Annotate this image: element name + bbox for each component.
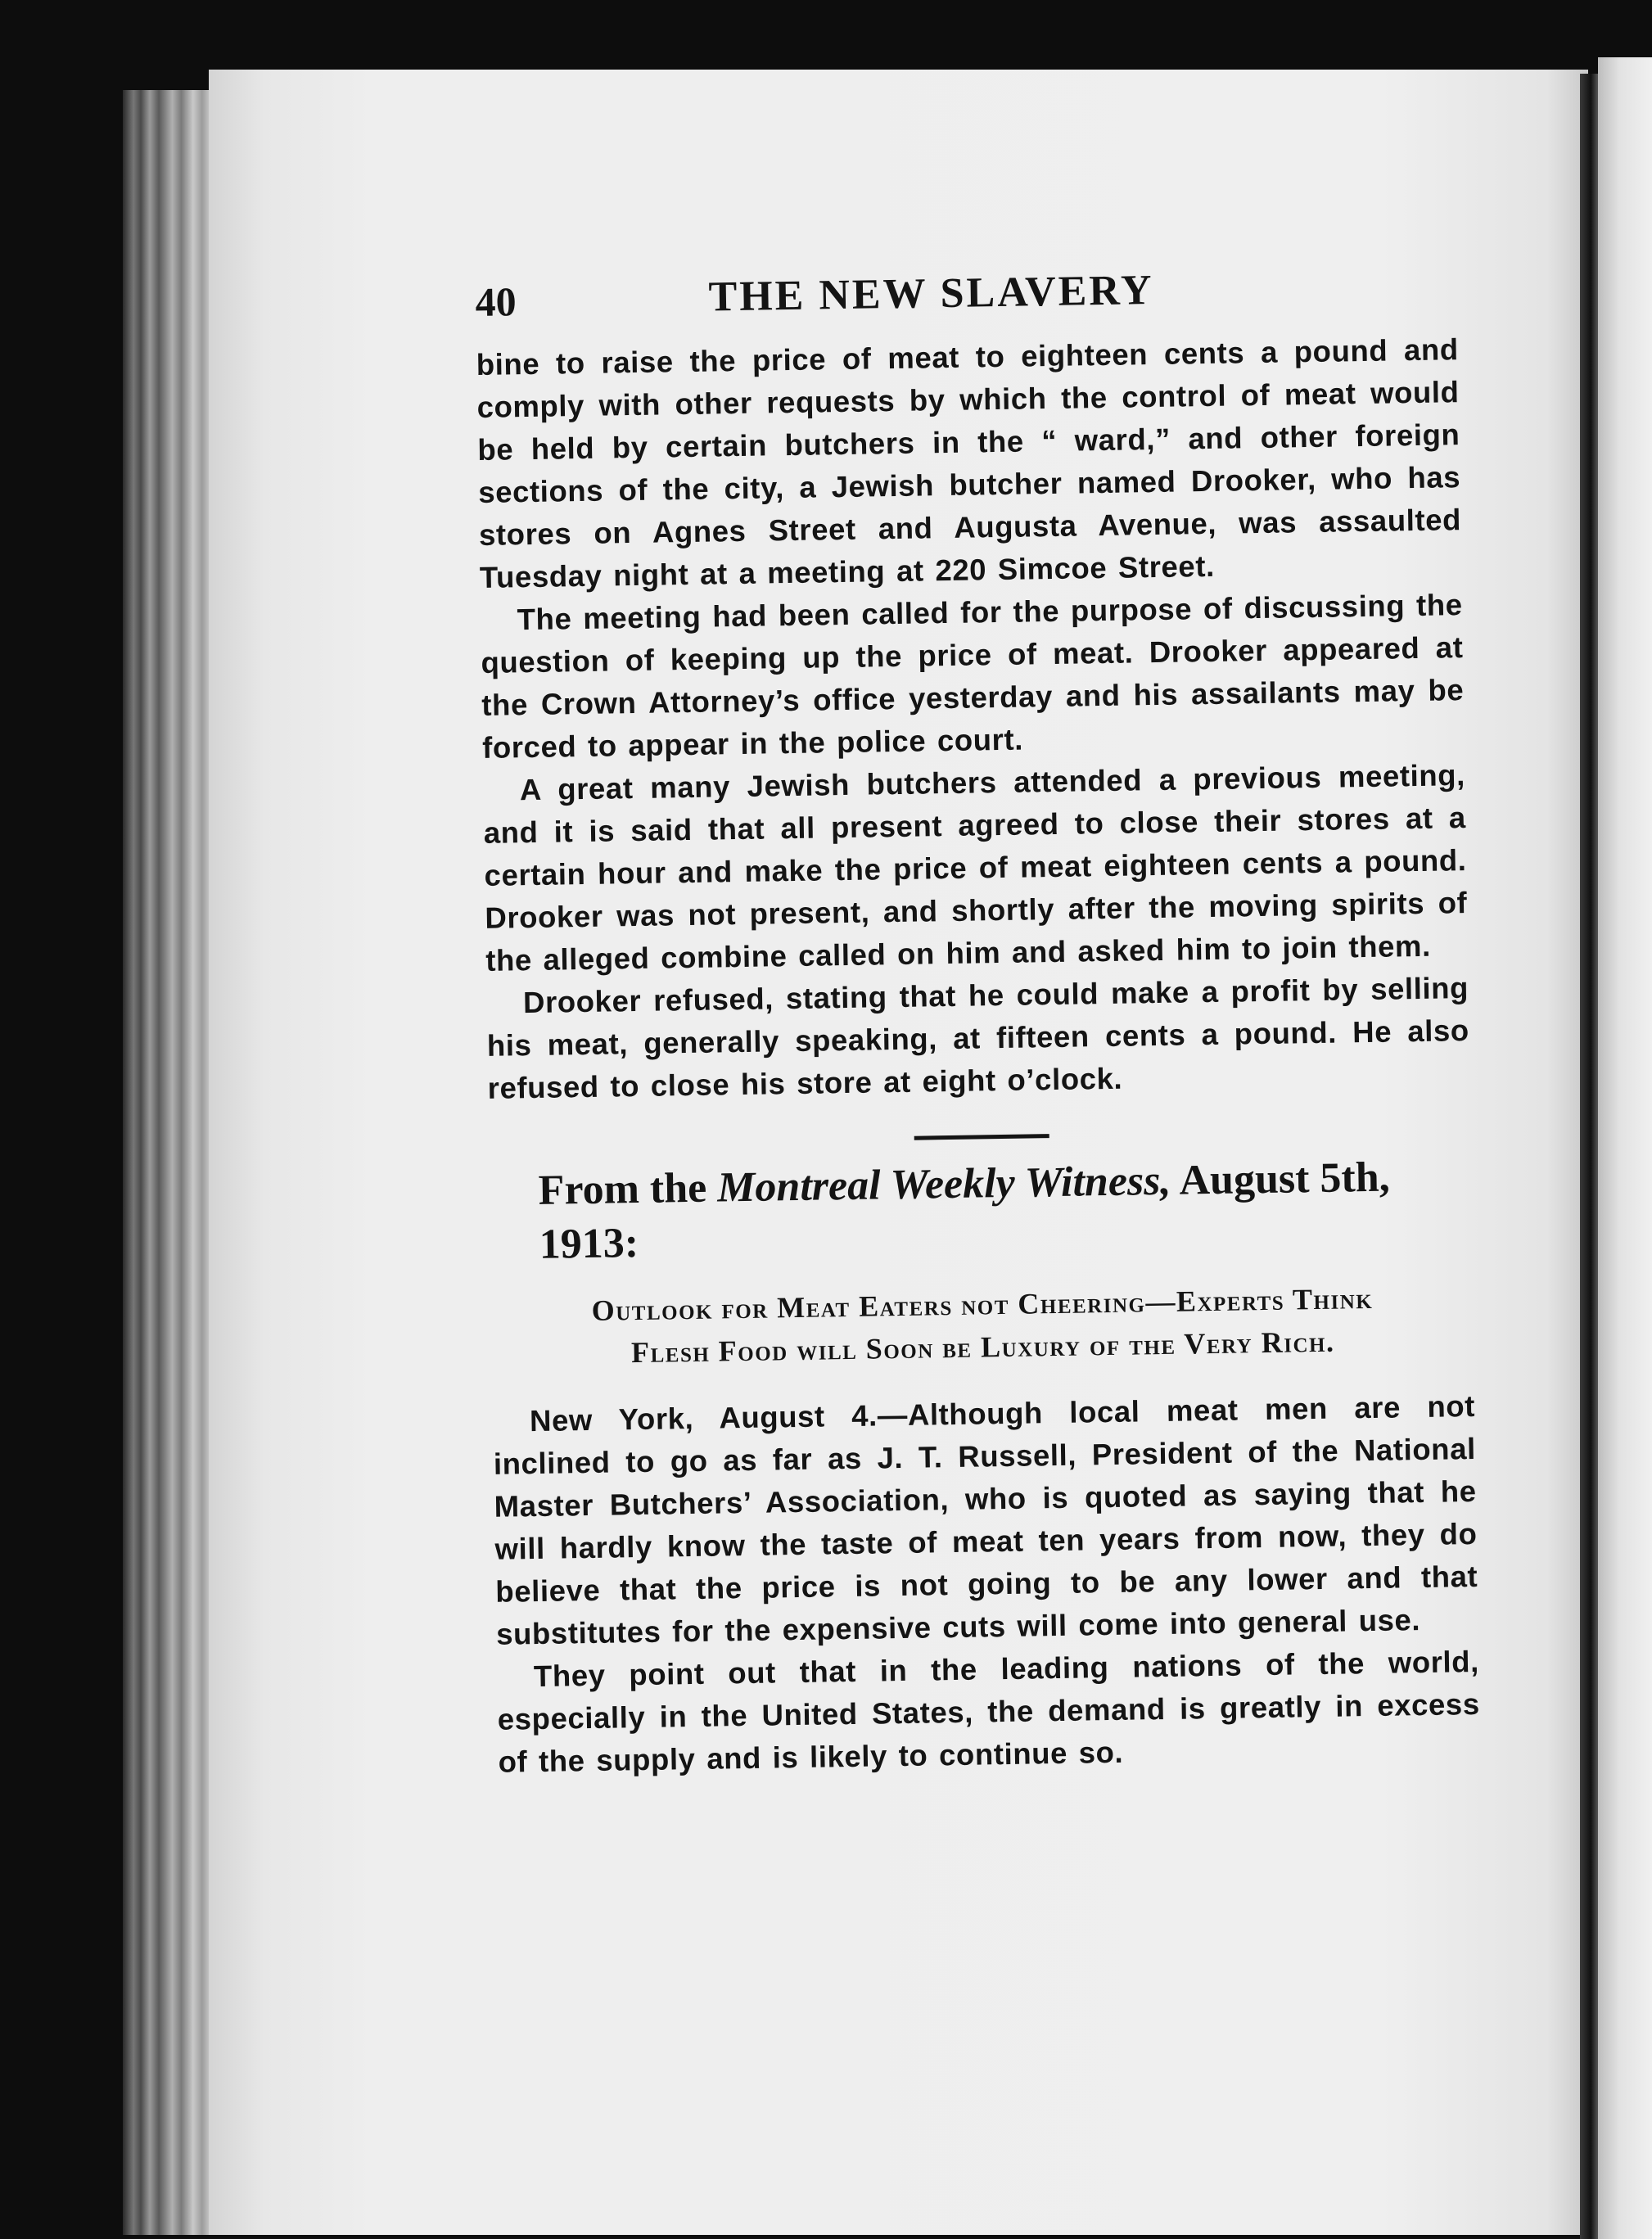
headline-line: Outlook for Meat Eaters not Cheering—Experts Think — [591, 1281, 1374, 1327]
facing-page-edge — [1598, 57, 1652, 2239]
body-paragraph: The meeting had been called for the purpose of discussing the question of keeping up the price of meat. Drooker appeared at the Crown Attorney’s office yesterday and his assailants may be forced to appear in the police court. — [481, 588, 1465, 765]
section-divider — [914, 1134, 1049, 1140]
page-gutter-shadow — [1580, 74, 1598, 2239]
page-number: 40 — [475, 278, 517, 325]
article-paragraph: They point out that in the leading nations of the world, especially in the United States, the demand is greatly in excess of the supply and is likely to continue so. — [497, 1644, 1480, 1779]
article-headline — [491, 1275, 1474, 1376]
source-publication: Montreal Weekly Witness, — [716, 1157, 1171, 1212]
page-header — [475, 255, 1458, 344]
headline-line: Flesh Food will Soon be Luxury of the Very Rich. — [630, 1325, 1335, 1370]
source-prefix: From the — [538, 1164, 707, 1214]
body-paragraph: bine to raise the price of meat to eighteen cents a pound and comply with other requests by which the control of meat would be held by certain butchers in the “ ward,” and other foreign sections of the city, a Jewish butcher named Drooker, who has stores on Agnes Street and Augusta Avenue, was assaulted Tuesday night at a meeting at 220 Simcoe Street. — [476, 332, 1462, 594]
running-title: THE NEW SLAVERY — [708, 266, 1155, 321]
article-paragraph: New York, August 4.—Although local meat men are not inclined to go as far as J. T. Russell, President of the National Master Butchers’ Association, who is quoted as saying that he will hardly know the taste of meat ten years from now, they do believe that the price is not going to be any lower and that substitutes for the expensive cuts will come into general use. — [493, 1388, 1478, 1651]
page-content — [475, 255, 1481, 1784]
source-date: August 5th, 1913: — [539, 1153, 1391, 1268]
book-spine — [123, 90, 213, 2235]
body-paragraph: Drooker refused, stating that he could make a profit by selling his meat, generally speaking, at fifteen cents a pound. He also refused to close his store at eight o’clock. — [486, 971, 1470, 1105]
article-body — [493, 1385, 1481, 1784]
source-heading — [538, 1149, 1473, 1272]
body-paragraph: A great many Jewish butchers attended a previous meeting, and it is said that all present agreed to close their stores at a certain hour and make the price of meat eighteen cents a pound. Drooker was not present, and shortly after the moving spirits of the alleged combine called on him and asked him to join them. — [483, 758, 1468, 977]
